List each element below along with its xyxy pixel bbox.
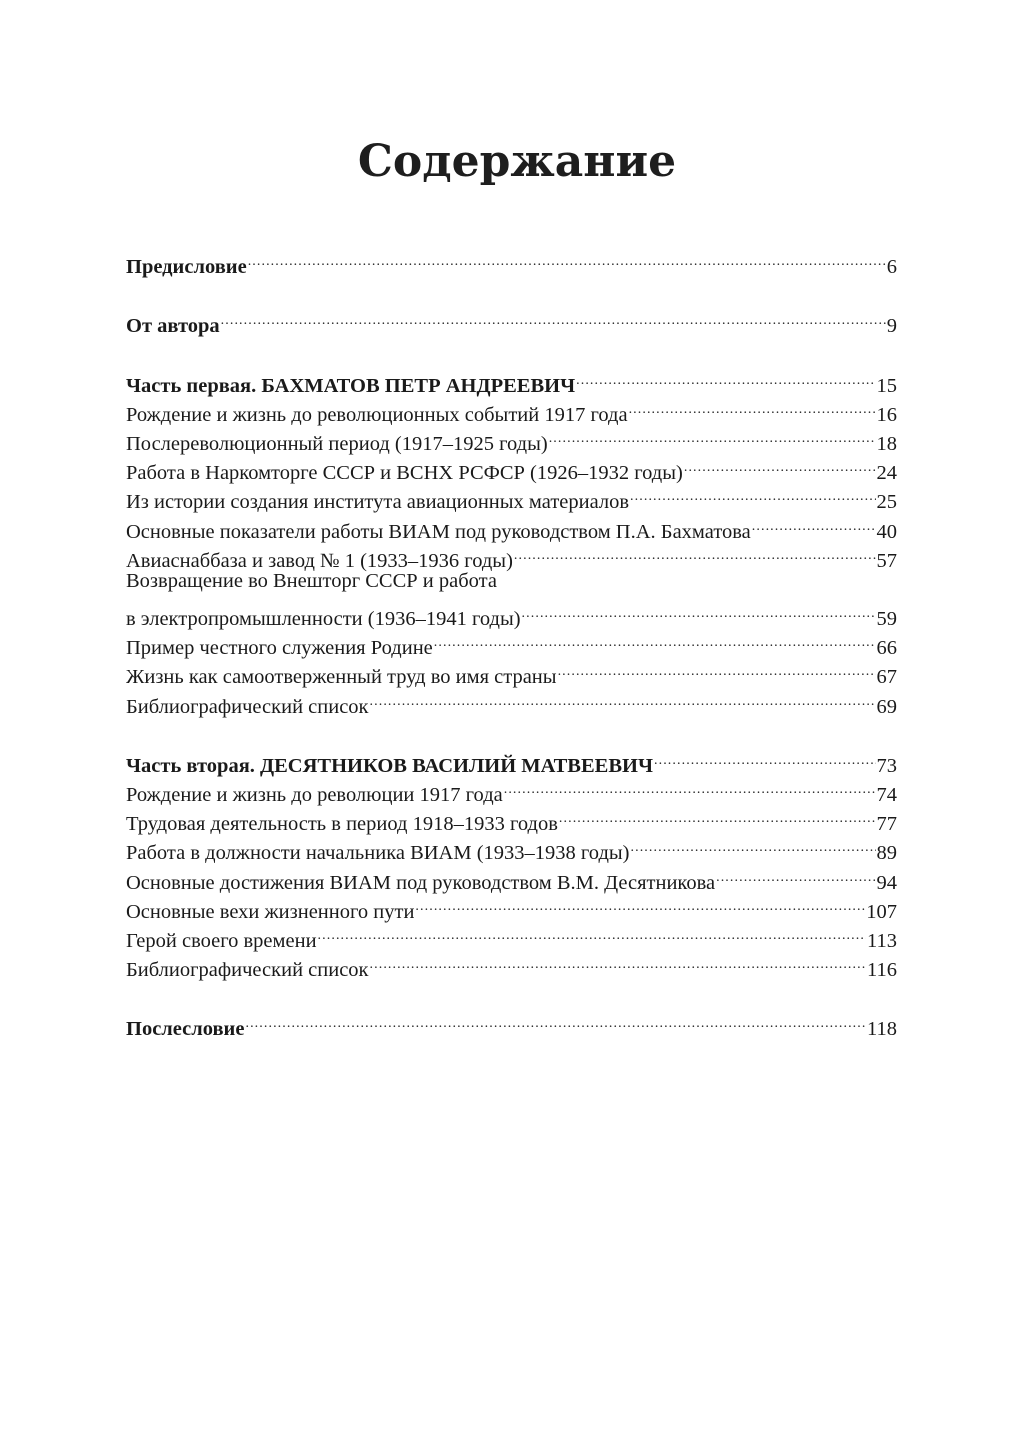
toc-page-number: 116 — [867, 959, 897, 982]
toc-entry-label: Основные показатели работы ВИАМ под руководством П.А. Бахматова — [126, 520, 751, 543]
dot-leader — [318, 918, 866, 947]
toc-page-number: 15 — [876, 374, 897, 397]
dot-leader — [716, 859, 875, 888]
dot-leader — [504, 772, 876, 801]
toc-entry-label: Рождение и жизнь до революционных событий 1917 года — [126, 403, 628, 426]
toc-page-number: 89 — [876, 842, 897, 865]
toc-entry-label: Библиографический список — [126, 959, 369, 982]
toc-entry-label: Рождение и жизнь до революции 1917 года — [126, 784, 503, 806]
toc-entry-label: Герой своего времени — [126, 929, 317, 952]
toc-entry-label: Основные достижения ВИАМ под руководством В.М. Десятникова — [126, 871, 716, 894]
toc-page-number: 69 — [876, 695, 897, 718]
dot-leader — [221, 303, 886, 332]
dot-leader — [549, 421, 876, 450]
toc-entry-afterword[interactable] — [126, 1006, 897, 1041]
toc-entry-label: Пример честного служения Родине — [126, 637, 433, 660]
dot-leader — [370, 683, 876, 712]
toc-page-number: 24 — [876, 462, 897, 485]
toc-entry-label: Авиаснаббаза и завод № 1 (1933–1936 годы) — [126, 549, 513, 572]
toc-entry-label: Предисловие — [126, 256, 247, 279]
toc-entry-from-author[interactable] — [126, 303, 897, 338]
toc-entry-label: Возвращение во Внешторг СССР и работа — [126, 569, 497, 592]
dot-leader — [558, 654, 876, 683]
dot-leader — [245, 1006, 866, 1035]
dot-leader — [434, 625, 876, 654]
page-title: Содержание — [357, 136, 677, 187]
dot-leader — [248, 244, 886, 273]
table-of-contents — [126, 244, 897, 1041]
dot-leader — [576, 362, 875, 391]
dot-leader — [415, 889, 865, 918]
toc-page-number: 74 — [876, 784, 897, 806]
toc-part2-heading[interactable] — [126, 743, 897, 777]
toc-entry-label: Жизнь как самоотверженный труд во имя страны — [126, 666, 557, 689]
toc-page-number: 66 — [876, 637, 897, 660]
toc-page-number: 67 — [876, 666, 897, 689]
dot-leader — [654, 743, 876, 772]
toc-page-number: 16 — [876, 403, 897, 426]
toc-entry-label: Библиографический список — [126, 695, 369, 718]
toc-part1-heading[interactable] — [126, 362, 897, 397]
dot-leader — [752, 508, 876, 537]
toc-page-number: 9 — [886, 315, 897, 338]
toc-page-number: 77 — [876, 813, 897, 836]
toc-entry-label: Работа в Наркомторге СССР и ВСНХ РСФСР (1926–1932 годы) — [126, 462, 683, 485]
toc-entry-preface[interactable] — [126, 244, 897, 279]
toc-entry-label: От автора — [126, 315, 220, 338]
toc-entry[interactable] — [126, 596, 897, 631]
toc-page-number: 118 — [867, 1018, 897, 1041]
toc-page-number: 25 — [876, 491, 897, 514]
toc-entry-label: Часть вторая. ДЕСЯТНИКОВ ВАСИЛИЙ МАТВЕЕВИЧ — [126, 754, 653, 777]
dot-leader — [514, 538, 876, 567]
toc-entry-label: Основные вехи жизненного пути — [126, 900, 415, 923]
toc-page-number: 57 — [876, 549, 897, 572]
toc-entry-label: в электропромышленности (1936–1941 годы) — [126, 608, 521, 631]
dot-leader — [559, 801, 876, 830]
dot-leader — [370, 947, 866, 976]
dot-leader — [631, 830, 876, 859]
toc-page-number: 40 — [876, 520, 897, 543]
toc-page-number: 59 — [876, 608, 897, 631]
toc-page-number: 94 — [876, 871, 897, 894]
toc-page-number: 6 — [886, 256, 897, 279]
toc-page-number: 113 — [867, 929, 897, 952]
toc-entry-label: Послереволюционный период (1917–1925 годы) — [126, 432, 548, 455]
dot-leader — [522, 596, 876, 625]
toc-entry-label: Работа в должности начальника ВИАМ (1933–1938 годы) — [126, 842, 630, 865]
toc-page-number: 107 — [866, 900, 897, 923]
toc-entry-label: Из истории создания института авиационных материалов — [126, 491, 630, 514]
toc-entry-label: Трудовая деятельность в период 1918–1933 годов — [126, 813, 558, 836]
toc-entry-label: Послесловие — [126, 1018, 245, 1041]
dot-leader — [629, 392, 876, 421]
toc-entry-label: Часть первая. БАХМАТОВ ПЕТР АНДРЕЕВИЧ — [126, 374, 576, 397]
toc-page-number: 73 — [876, 754, 897, 777]
dot-leader — [684, 450, 876, 479]
toc-page-number: 18 — [876, 432, 897, 455]
dot-leader — [630, 479, 875, 508]
